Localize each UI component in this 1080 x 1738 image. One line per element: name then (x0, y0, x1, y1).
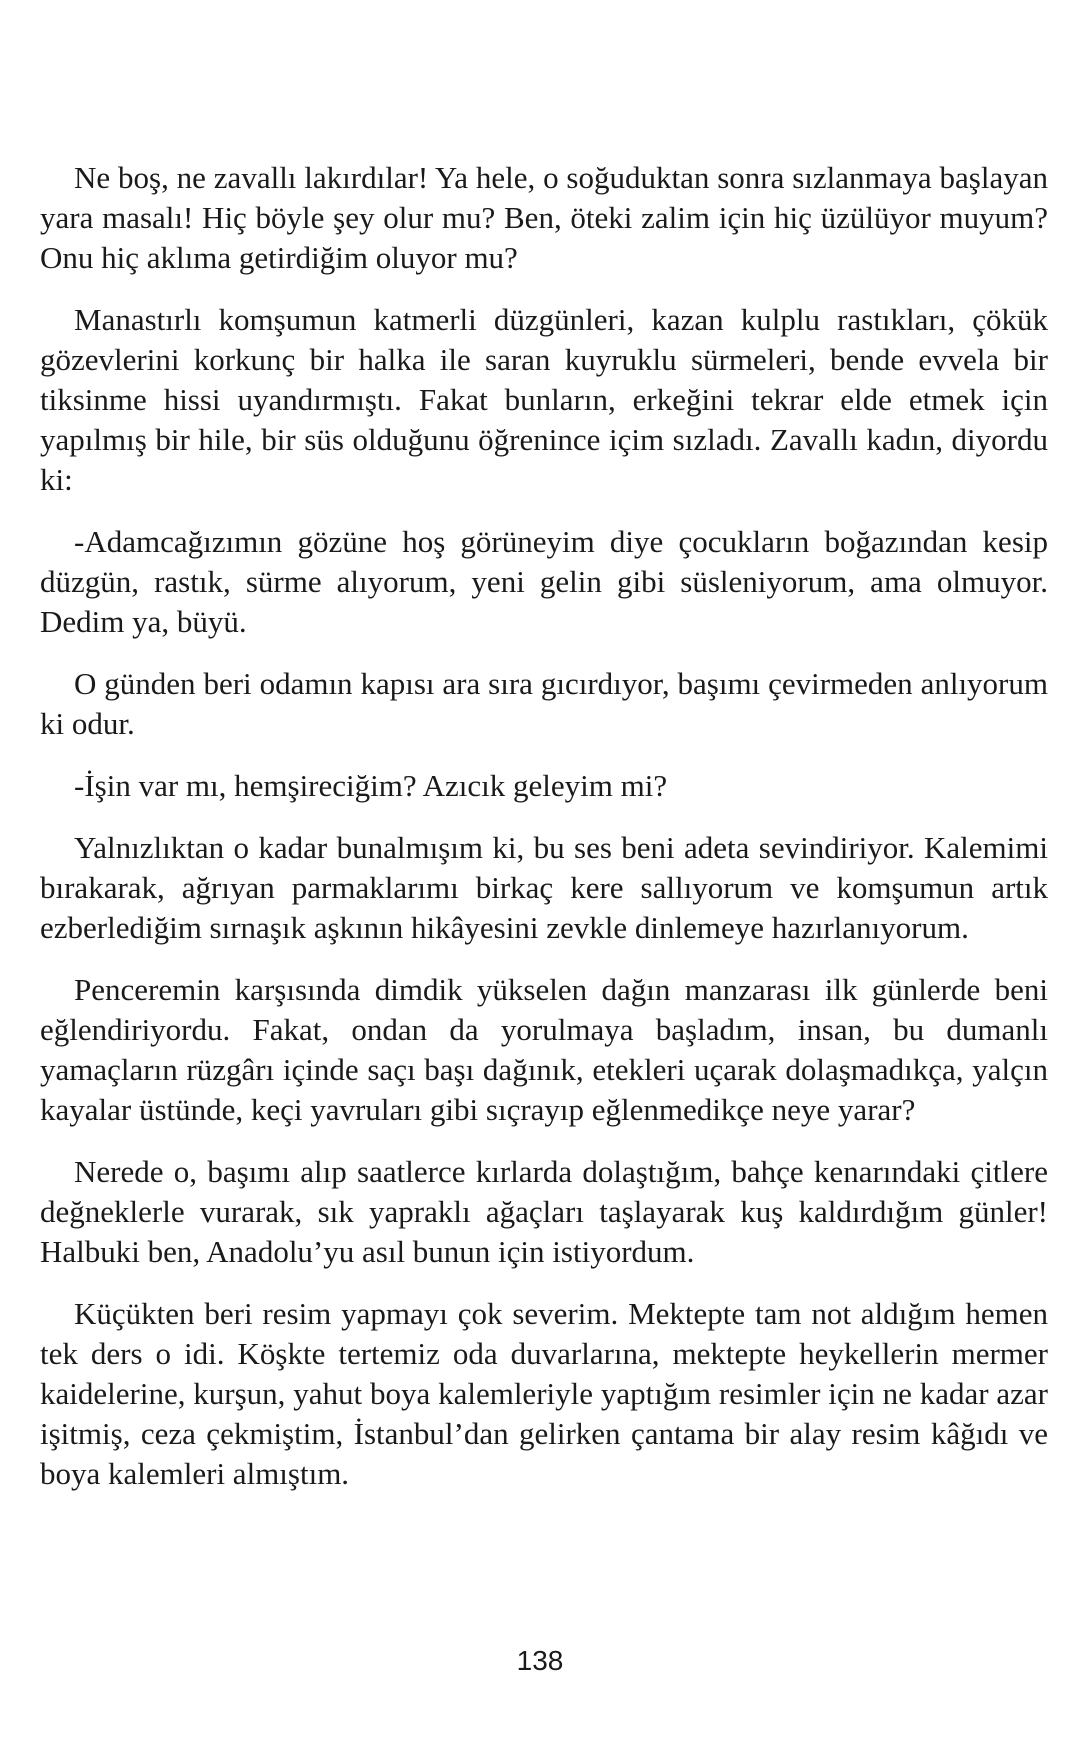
paragraph: Manastırlı komşumun katmerli düzgünleri, kazan kulplu rastıkları, çökük gözevlerini korkunç bir halka ile saran kuyruklu sürmeleri, bende evvela bir tiksinme hissi uyandırmıştı. Fakat bunların, erkeğini tekrar elde etmek için yapılmış bir hile, bir süs olduğunu öğrenince içim sızladı. Zavallı kadın, diyordu ki: (40, 302, 1048, 497)
paragraph: Ne boş, ne zavallı lakırdılar! Ya hele, o soğuduktan sonra sızlanmaya başlayan yara masalı! Hiç böyle şey olur mu? Ben, öteki zalim için hiç üzülüyor muyum? Onu hiç aklıma getirdiğim oluyor mu? (40, 160, 1048, 275)
page-number: 138 (516, 1645, 564, 1676)
page-body (40, 158, 1048, 1516)
paragraph: O günden beri odamın kapısı ara sıra gıcırdıyor, başımı çevirmeden anlıyorum ki odur. (40, 666, 1048, 741)
paragraph: Nerede o, başımı alıp saatlerce kırlarda dolaştığım, bahçe kenarındaki çitlere değneklerle vurarak, sık yapraklı ağaçları taşlayarak kuş kaldırdığım günler! Halbuki ben, Anadolu’yu asıl bunun için istiyordum. (40, 1154, 1048, 1269)
paragraph: Yalnızlıktan o kadar bunalmışım ki, bu ses beni adeta sevindiriyor. Kalemimi bırakarak, ağrıyan parmaklarımı birkaç kere sallıyorum ve komşumun artık ezberlediğim sırnaşık aşkının hikâyesini zevkle dinlemeye hazırlanıyorum. (40, 830, 1048, 945)
paragraph: -İşin var mı, hemşireciğim? Azıcık geleyim mi? (74, 768, 668, 803)
paragraph: Penceremin karşısında dimdik yükselen dağın manzarası ilk günlerde beni eğlendiriyordu. Fakat, ondan da yorulmaya başladım, insan, bu dumanlı yamaçların rüzgârı içinde saçı başı dağınık, etekleri uçarak dolaşmadıkça, yalçın kayalar üstünde, keçi yavruları gibi sıçrayıp eğlenmedikçe neye yarar? (40, 972, 1048, 1127)
paragraph: -Adamcağızımın gözüne hoş görüneyim diye çocukların boğazından kesip düzgün, rastık, sürme alıyorum, yeni gelin gibi süsleniyorum, ama olmuyor. Dedim ya, büyü. (40, 524, 1048, 639)
paragraph: Küçükten beri resim yapmayı çok severim. Mektepte tam not aldığım hemen tek ders o idi. Köşkte tertemiz oda duvarlarına, mektepte heykellerin mermer kaidelerine, kurşun, yahut boya kalemleriyle yaptığım resimler için ne kadar azar işitmiş, ceza çekmiştim, İstanbul’dan gelirken çantama bir alay resim kâğıdı ve boya kalemleri almıştım. (40, 1296, 1048, 1491)
